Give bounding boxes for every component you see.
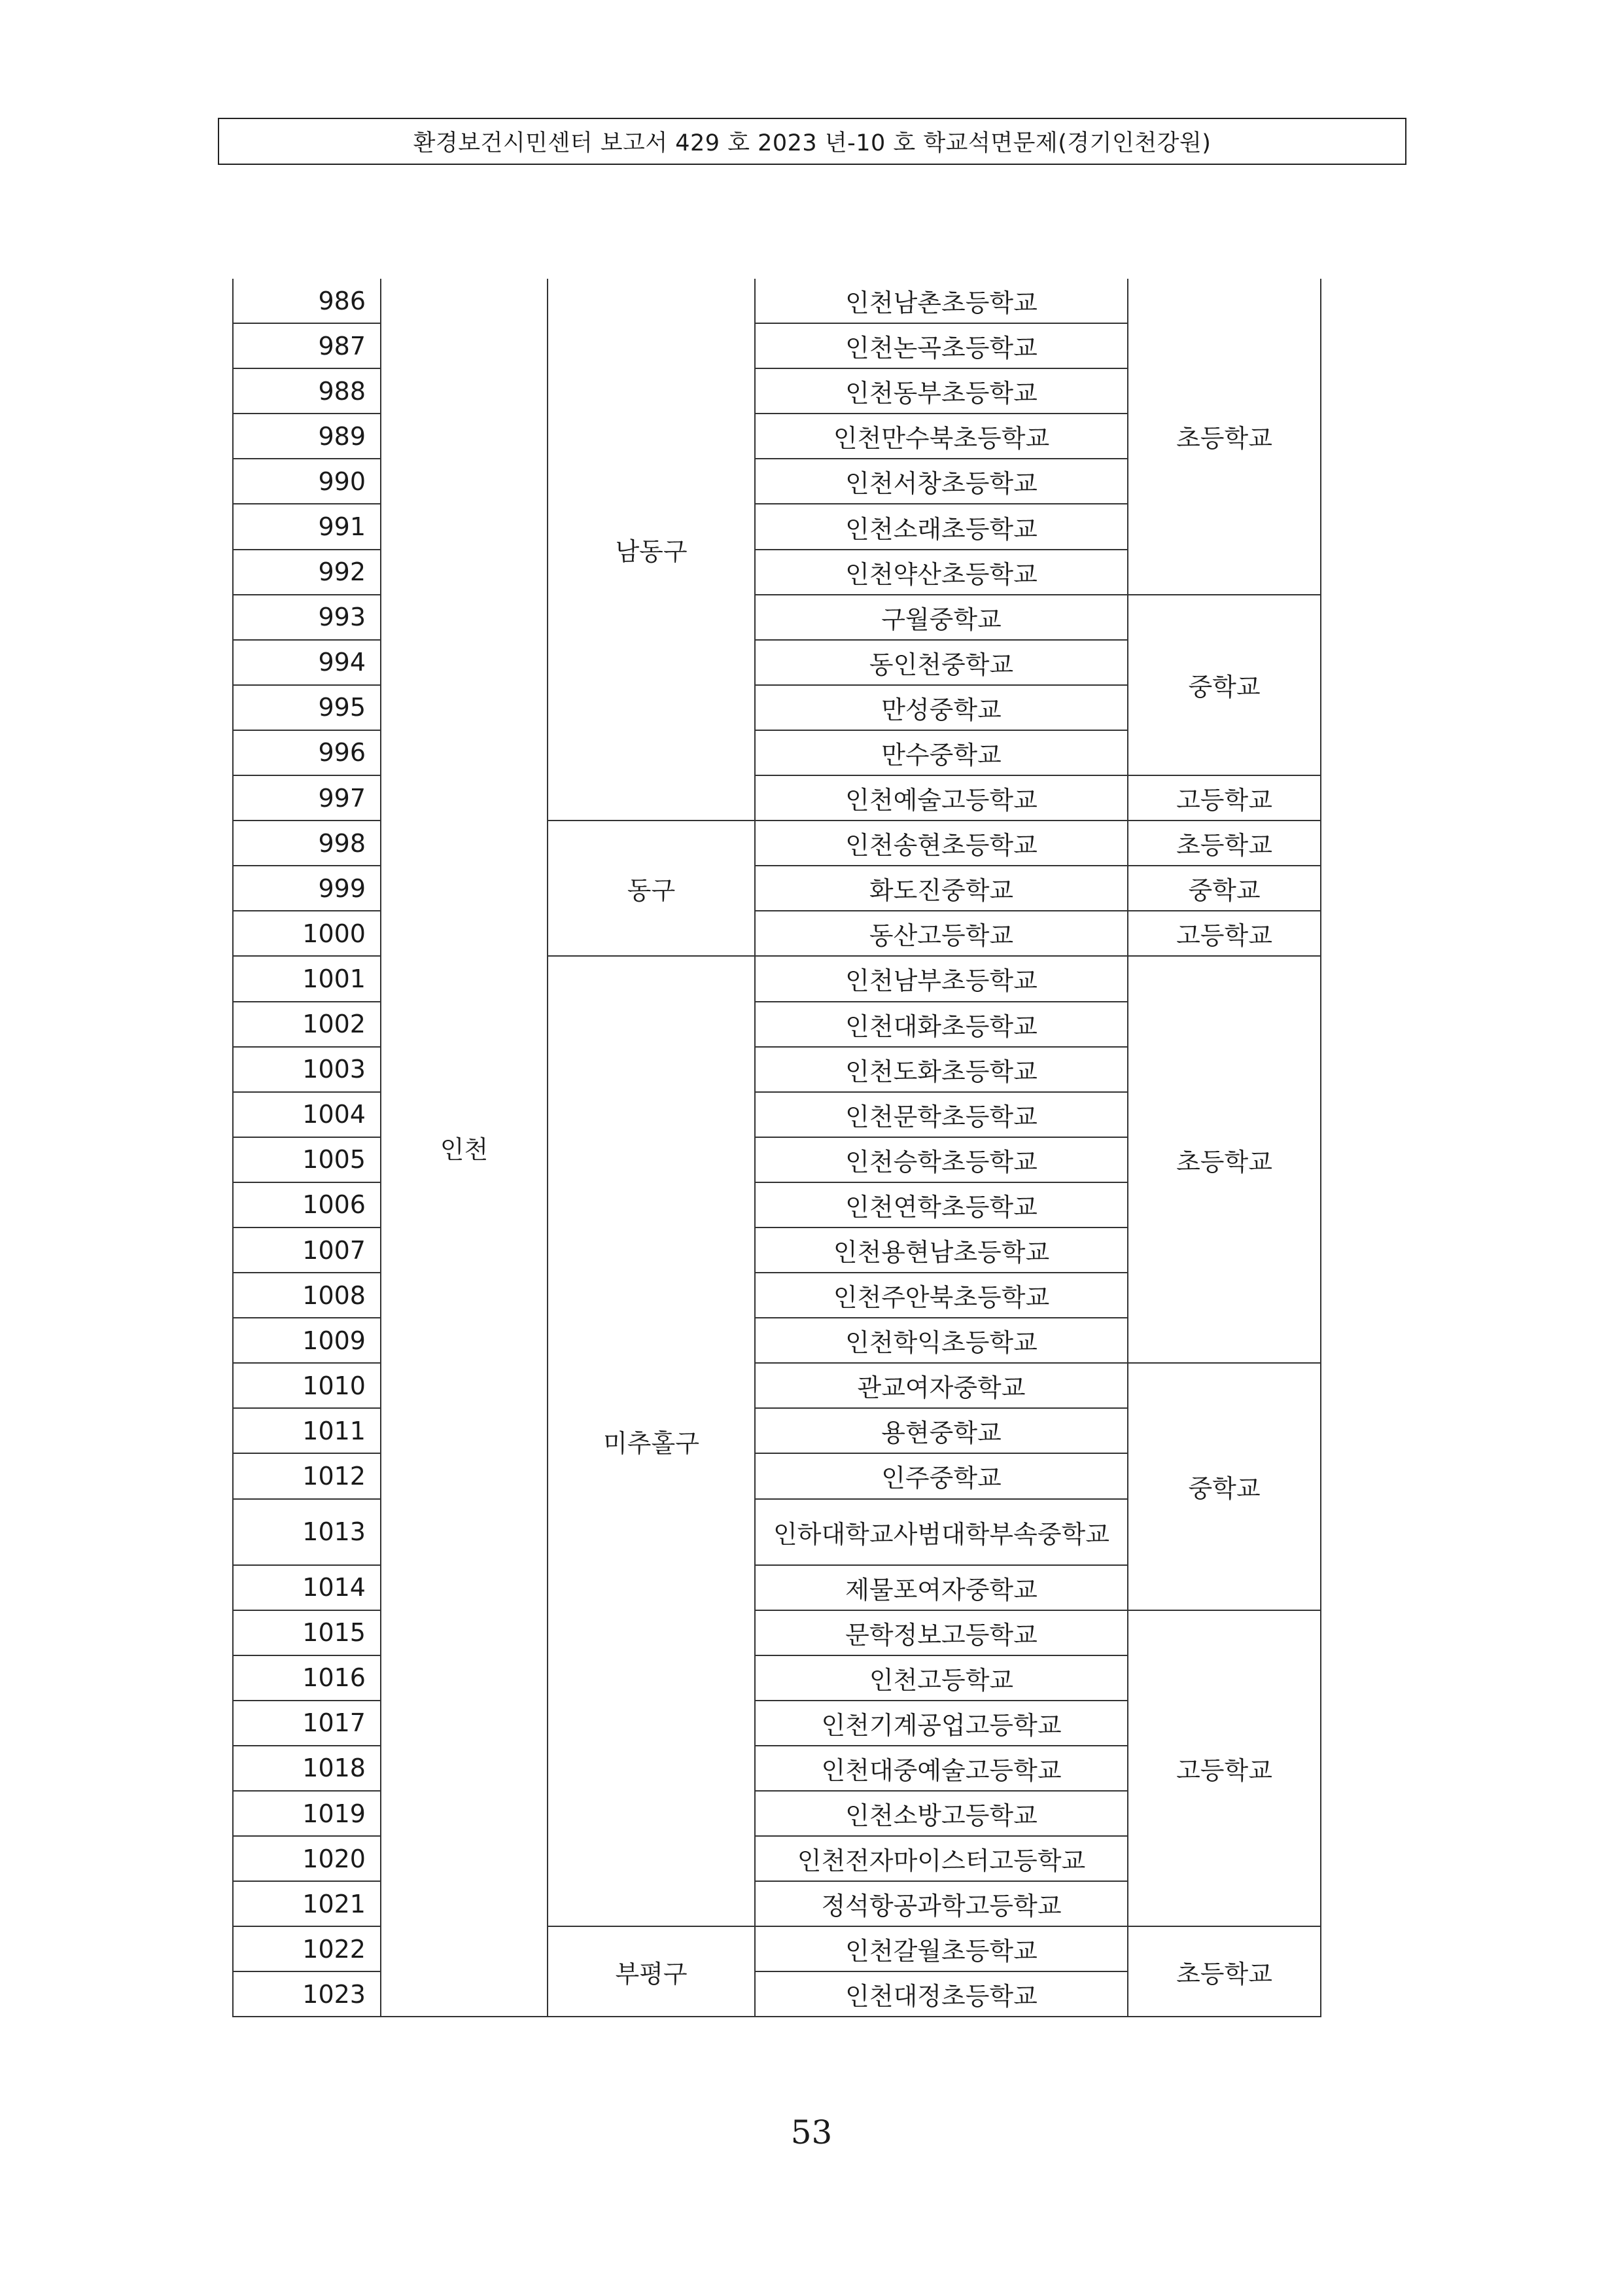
school-name: 제물포여자중학교	[755, 1565, 1128, 1610]
row-number: 1002	[233, 1002, 381, 1047]
row-number: 1013	[233, 1499, 381, 1565]
school-name: 인천남촌초등학교	[755, 279, 1128, 323]
school-name: 구월중학교	[755, 595, 1128, 640]
row-number: 998	[233, 821, 381, 866]
page-number: 53	[790, 2113, 833, 2151]
school-name: 인천고등학교	[755, 1655, 1128, 1701]
school-name: 인천만수북초등학교	[755, 414, 1128, 459]
school-name: 인천남부초등학교	[755, 956, 1128, 1001]
row-number: 993	[233, 595, 381, 640]
school-level: 초등학교	[1128, 1926, 1321, 2017]
school-level: 고등학교	[1128, 775, 1321, 821]
school-name: 인천약산초등학교	[755, 550, 1128, 595]
district-cell: 남동구	[548, 279, 755, 821]
row-number: 992	[233, 550, 381, 595]
row-number: 1011	[233, 1408, 381, 1453]
school-name: 인천주안북초등학교	[755, 1273, 1128, 1318]
district-cell: 동구	[548, 821, 755, 956]
row-number: 1019	[233, 1791, 381, 1836]
school-name: 관교여자중학교	[755, 1363, 1128, 1408]
city-cell: 인천	[381, 279, 548, 2017]
row-number: 1003	[233, 1047, 381, 1092]
school-name: 인하대학교사범대학부속중학교	[755, 1499, 1128, 1565]
school-name: 용현중학교	[755, 1408, 1128, 1453]
row-number: 1005	[233, 1137, 381, 1182]
school-name: 인천소래초등학교	[755, 504, 1128, 549]
row-number: 1004	[233, 1092, 381, 1137]
school-name: 인천기계공업고등학교	[755, 1701, 1128, 1746]
school-name: 인천승학초등학교	[755, 1137, 1128, 1182]
row-number: 1007	[233, 1227, 381, 1273]
row-number: 1015	[233, 1610, 381, 1655]
row-number: 1018	[233, 1746, 381, 1791]
school-name: 인천연학초등학교	[755, 1182, 1128, 1227]
school-level: 초등학교	[1128, 821, 1321, 866]
school-name: 만수중학교	[755, 730, 1128, 775]
school-name: 인천예술고등학교	[755, 775, 1128, 821]
row-number: 1006	[233, 1182, 381, 1227]
school-asbestos-table	[232, 279, 1321, 2017]
school-name: 동산고등학교	[755, 911, 1128, 956]
row-number: 990	[233, 459, 381, 504]
school-level: 중학교	[1128, 866, 1321, 911]
row-number: 1009	[233, 1318, 381, 1363]
school-level: 초등학교	[1128, 279, 1321, 595]
district-cell: 미추홀구	[548, 956, 755, 1926]
row-number: 1016	[233, 1655, 381, 1701]
row-number: 1014	[233, 1565, 381, 1610]
school-name: 인천동부초등학교	[755, 368, 1128, 414]
school-name: 인천논곡초등학교	[755, 323, 1128, 368]
row-number: 1012	[233, 1453, 381, 1498]
school-name: 인천대중예술고등학교	[755, 1746, 1128, 1791]
row-number: 1000	[233, 911, 381, 956]
row-number: 987	[233, 323, 381, 368]
row-number: 1020	[233, 1836, 381, 1881]
row-number: 1021	[233, 1881, 381, 1926]
school-name: 동인천중학교	[755, 640, 1128, 685]
school-name: 화도진중학교	[755, 866, 1128, 911]
school-level: 초등학교	[1128, 956, 1321, 1363]
row-number: 996	[233, 730, 381, 775]
row-number: 1010	[233, 1363, 381, 1408]
school-name: 인천소방고등학교	[755, 1791, 1128, 1836]
school-name: 인천학익초등학교	[755, 1318, 1128, 1363]
school-name: 인천갈월초등학교	[755, 1926, 1128, 1971]
school-name: 인천도화초등학교	[755, 1047, 1128, 1092]
row-number: 997	[233, 775, 381, 821]
row-number: 986	[233, 279, 381, 323]
row-number: 1001	[233, 956, 381, 1001]
row-number: 1017	[233, 1701, 381, 1746]
row-number: 995	[233, 685, 381, 730]
report-header-title: 환경보건시민센터 보고서 429 호 2023 년-10 호 학교석면문제(경기인천강원)	[413, 130, 1212, 156]
school-name: 인주중학교	[755, 1453, 1128, 1498]
school-name: 만성중학교	[755, 685, 1128, 730]
row-number: 999	[233, 866, 381, 911]
row-number: 991	[233, 504, 381, 549]
row-number: 1022	[233, 1926, 381, 1971]
school-level: 중학교	[1128, 1363, 1321, 1610]
school-name: 인천문학초등학교	[755, 1092, 1128, 1137]
school-level: 고등학교	[1128, 1610, 1321, 1927]
row-number: 988	[233, 368, 381, 414]
school-level: 고등학교	[1128, 911, 1321, 956]
school-name: 인천용현남초등학교	[755, 1227, 1128, 1273]
row-number: 994	[233, 640, 381, 685]
school-level: 중학교	[1128, 595, 1321, 775]
row-number: 989	[233, 414, 381, 459]
school-name: 인천송현초등학교	[755, 821, 1128, 866]
table-row	[233, 279, 1321, 323]
report-header	[218, 118, 1406, 165]
school-name: 인천대정초등학교	[755, 1971, 1128, 2017]
district-cell: 부평구	[548, 1926, 755, 2017]
school-name: 인천전자마이스터고등학교	[755, 1836, 1128, 1881]
row-number: 1023	[233, 1971, 381, 2017]
school-name: 인천서창초등학교	[755, 459, 1128, 504]
school-name: 문학정보고등학교	[755, 1610, 1128, 1655]
school-name: 정석항공과학고등학교	[755, 1881, 1128, 1926]
row-number: 1008	[233, 1273, 381, 1318]
school-name: 인천대화초등학교	[755, 1002, 1128, 1047]
